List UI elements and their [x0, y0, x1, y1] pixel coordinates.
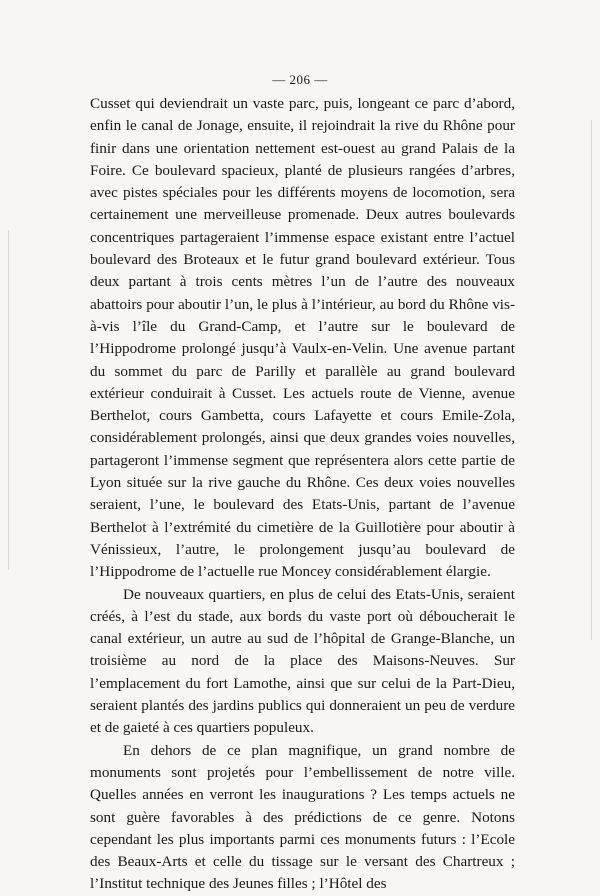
page-number: — 206 — [272, 72, 328, 87]
scan-edge-right [591, 120, 592, 640]
paragraph-2: De nouveaux quartiers, en plus de celui des Etats-Unis, seraient créés, à l’est du stade, aux bords du vaste port où déboucherait le canal extérieur, un autre au sud de l’hôpital de Grange-Blanche, un troisième au nord de la place des Maisons-Neuves. Sur l’emplacement du fort Lamothe, ainsi que sur celui de la Part-Dieu, seraient plantés des jardins publics qui donneraient un peu de verdure et de gaieté à ces quartiers populeux. [90, 585, 515, 737]
scan-edge-left [8, 230, 9, 570]
body-text [90, 93, 515, 896]
paragraph-1: Cusset qui deviendrait un vaste parc, puis, longeant ce parc d’abord, enfin le canal de Jonage, ensuite, il rejoindrait la rive du Rhône pour finir dans une orientation nettement est-ouest au grand Palais de la Foire. Ce boulevard spacieux, planté de plusieurs rangées d’arbres, avec pistes spéciales pour les différents moyens de locomotion, sera certainement une merveilleuse promenade. Deux autres boulevards concentriques partageraient l’immense espace existant entre l’actuel boulevard des Broteaux et le futur grand boulevard extérieur. Tous deux partant à trois cents mètres l’un de l’autre des nouveaux abattoirs pour aboutir l’un, le plus à l’intérieur, au bord du Rhône vis-à-vis l’île du Grand-Camp, et l’autre sur le boulevard de l’Hippodrome prolongé jusqu’à Vaulx-en-Velin. Une avenue partant du sommet du parc de Parilly et parallèle au grand boulevard extérieur conduirait à Cusset. Les actuels route de Vienne, avenue Berthelot, cours Gambetta, cours Lafayette et cours Emile-Zola, considérablement prolongés, ainsi que deux grandes voies nouvelles, partageront l’immense segment que représentera alors cette partie de Lyon située sur la rive gauche du Rhône. Ces deux voies nouvelles seraient, l’une, le boulevard des Etats-Unis, partant de l’avenue Berthelot à l’extrémité du cimetière de la Guillotière pour aboutir à Vénissieux, l’autre, le prolongement jusqu’au boulevard de l’Hippodrome de l’actuelle rue Moncey considérablement élargie. [90, 95, 515, 581]
paragraph-3: En dehors de ce plan magnifique, un grand nombre de monuments sont projetés pour l’embellissement de notre ville. Quelles années en verront les inaugurations ? Les temps actuels ne sont guère favorables à des prédictions de ce genre. Notons cependant les plus importants parmi ces monuments futurs : l’Ecole des Beaux-Arts et celle du tissage sur le versant des Chartreux ; l’Institut technique des Jeunes filles ; l’Hôtel des [90, 741, 515, 893]
